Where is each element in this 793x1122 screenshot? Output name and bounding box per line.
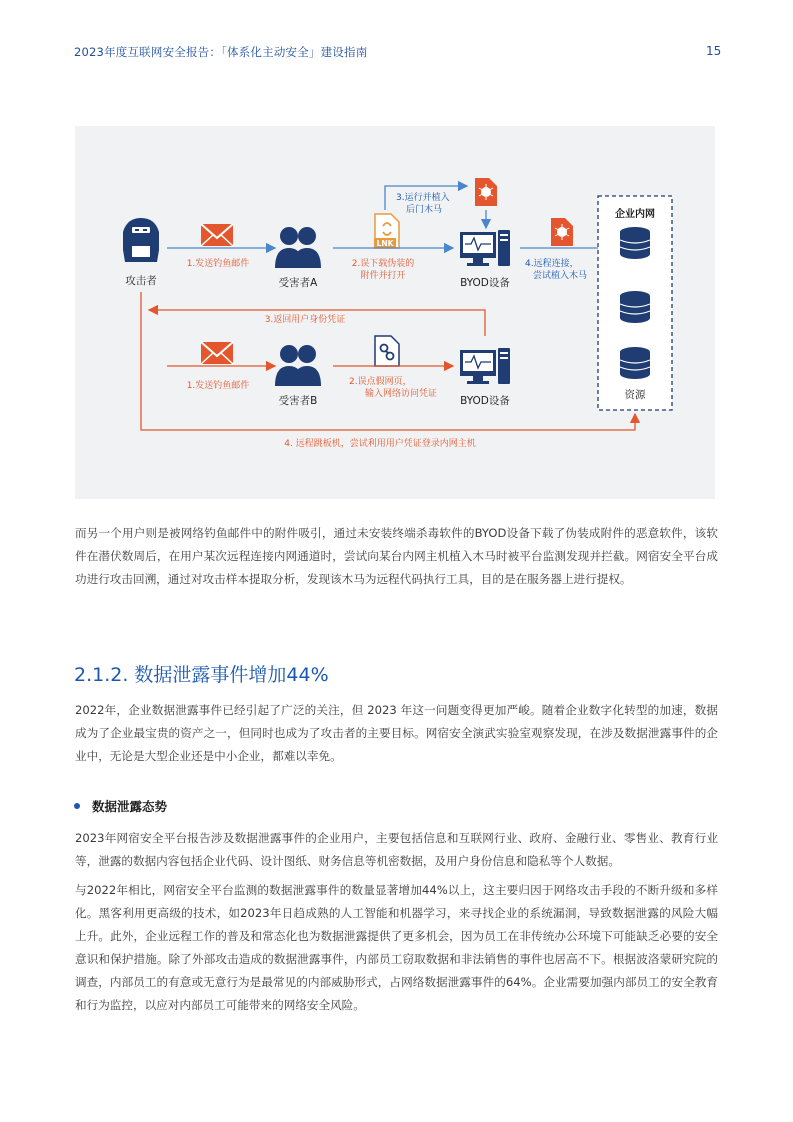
- intranet-title: 企业内网: [615, 209, 655, 220]
- byod-computer-icon: [460, 230, 510, 266]
- step-b2-line2: 输入网络访问凭证: [365, 389, 438, 399]
- section-heading: 2.1.2. 数据泄露事件增加44%: [74, 664, 329, 686]
- step-b2-line1: 2.误点假网页，: [349, 377, 412, 387]
- body-paragraph: 而另一个用户则是被网络钓鱼邮件中的附件吸引，通过未安装终端杀毒软件的BYOD设备下载了伪装成附件的恶意软件，该软件在潜伏数周后，在用户某次远程连接内网通道时，尝试向某台内网主机植入木马时被平台监测发现并拦截。网宿安全平台成功进行攻击回溯，通过对攻击样本提取分析，发现该木马为远程代码执行工具，目的是在服务器上进行提权。: [75, 526, 718, 586]
- hacker-icon: [123, 218, 159, 262]
- page-number: 15: [706, 44, 722, 58]
- step-b4-label: 4. 远程跳板机，尝试利用用户凭证登录内网主机: [284, 439, 476, 449]
- victim-b-label: 受害者B: [278, 395, 318, 407]
- byod-computer-icon: [460, 348, 510, 384]
- byod-b-label: BYOD设备: [460, 395, 510, 407]
- attack-flow-diagram: [75, 126, 715, 499]
- subsection-title: 数据泄露态势: [92, 799, 168, 814]
- bullet-dot-icon: [74, 803, 80, 809]
- link-file-icon: [375, 336, 399, 366]
- users-icon: [275, 227, 321, 268]
- lnk-file-icon: [374, 214, 399, 248]
- step-a2-line1: 2.误下载伪装的: [351, 259, 415, 269]
- database-icon: [620, 291, 650, 323]
- step-a3-line2: 后门木马: [406, 205, 443, 215]
- step-b1-label: 1.发送钓鱼邮件: [186, 381, 250, 391]
- running-header: 2023年度互联网安全报告：「体系化主动安全」建设指南: [74, 45, 368, 59]
- body-paragraph: 2022年，企业数据泄露事件已经引起了广泛的关注，但 2023 年这一问题变得更加严峻。随着企业数字化转型的加速，数据成为了企业最宝贵的资产之一，但同时也成为了攻击者的主要目标。网宿安全演武实验室观察发现，在涉及数据泄露事件的企业中，无论是大型企业还是中小企业，都难以幸免。: [75, 703, 718, 763]
- lnk-tag: LNK: [376, 239, 394, 248]
- body-paragraph: 与2022年相比，网宿安全平台监测的数据泄露事件的数量显著增加44%以上，这主要归因于网络攻击手段的不断升级和多样化。黑客利用更高级的技术，如2023年日趋成熟的人工智能和机器学习，来寻找企业的系统漏洞，导致数据泄露的风险大幅上升。此外，企业远程工作的普及和常态化也为数据泄露提供了更多机会，因为员工在非传统办公环境下可能缺乏必要的安全意识和保护措施。除了外部攻击造成的数据泄露事件，内部员工窃取数据和非法销售的事件也居高不下。根据波洛蒙研究院的调查，内部员工的有意或无意行为是最常见的内部威胁形式，占网络数据泄露事件的64%。企业需要加强内部员工的安全教育和行为监控，以应对内部员工可能带来的网络安全风险。: [75, 883, 718, 1012]
- step-a1-label: 1.发送钓鱼邮件: [186, 259, 250, 269]
- email-icon: [201, 342, 233, 364]
- step-a3-line1: 3.运行并植入: [396, 193, 450, 203]
- resources-label: 资源: [624, 389, 646, 401]
- byod-a-label: BYOD设备: [460, 277, 510, 289]
- step-a2-line2: 附件并打开: [360, 271, 406, 281]
- step-b3-label: 3.返回用户身份凭证: [264, 315, 346, 325]
- database-icon: [620, 227, 650, 259]
- subsection-heading: [74, 797, 167, 815]
- step-a4-line2: 尝试植入木马: [533, 271, 588, 281]
- trojan-file-icon: [551, 218, 573, 246]
- attacker-label: 攻击者: [125, 275, 157, 287]
- users-icon: [275, 345, 321, 386]
- victim-a-label: 受害者A: [278, 277, 318, 289]
- email-icon: [201, 224, 233, 246]
- trojan-file-icon: [475, 178, 497, 206]
- database-icon: [620, 347, 650, 379]
- step-a4-line1: 4.远程连接，: [525, 259, 579, 269]
- body-paragraph: 2023年网宿安全平台报告涉及数据泄露事件的企业用户，主要包括信息和互联网行业、政府、金融行业、零售业、教育行业等，泄露的数据内容包括企业代码、设计图纸、财务信息等机密数据，及用户身份信息和隐私等个人数据。: [75, 831, 718, 868]
